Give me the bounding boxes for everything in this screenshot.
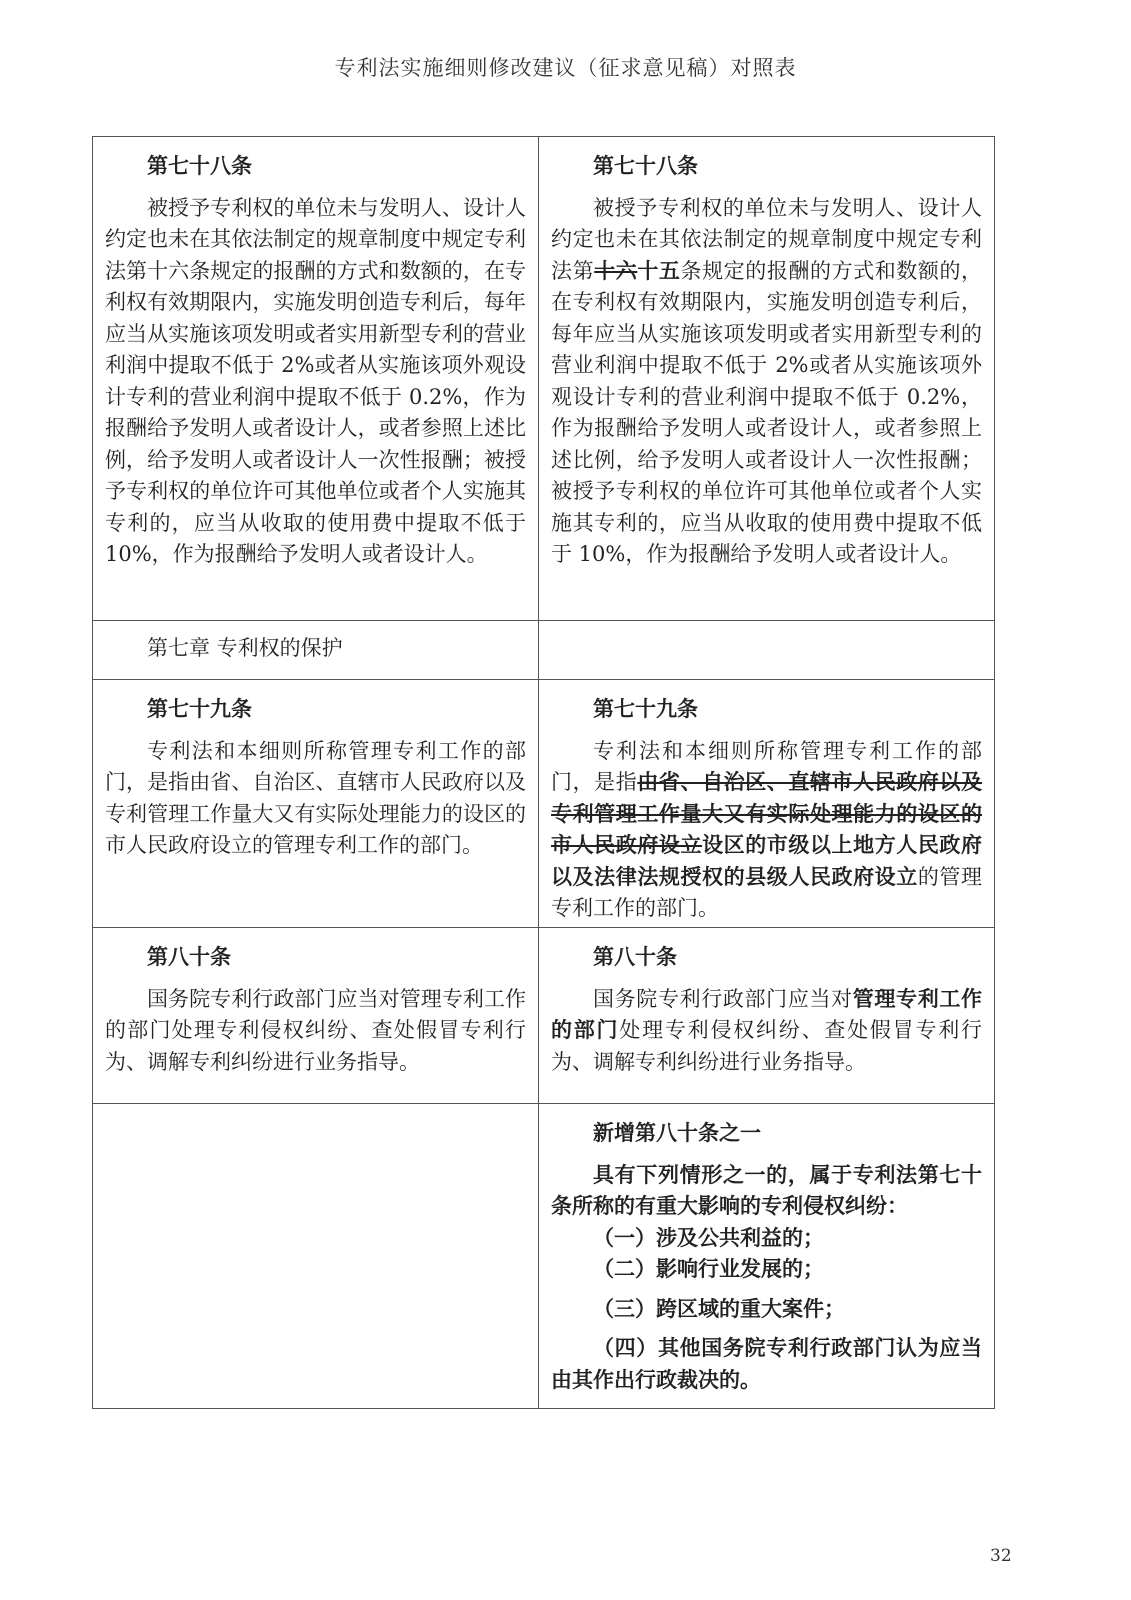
list-item: （三）跨区域的重大案件；: [593, 1296, 845, 1321]
table-row-article-80-1: [93, 1104, 995, 1409]
article-text: [551, 736, 982, 925]
inserted-text: 设区的市级以上地方人民政府以及法律法规授权的县级人民政府设立: [551, 833, 983, 889]
article-heading: 第八十条: [593, 945, 677, 969]
empty-cell: [93, 1104, 539, 1409]
article-text: [551, 984, 982, 1079]
chapter-cell: [93, 621, 539, 680]
article-heading: 第八十条: [147, 945, 231, 969]
emphasized-text: 管理专利工作的部门: [551, 986, 983, 1042]
text-segment: 被授予专利权的单位未与发明人、设计人约定也未在其依法制定的规章制度中规定专利法第: [551, 195, 982, 283]
article-heading: 第七十八条: [593, 154, 698, 178]
text-segment: 处理专利侵权纠纷、查处假冒专利行为、调解专利纠纷进行业务指导。: [551, 1018, 983, 1074]
text-segment: 专利法和本细则所称管理专利工作的部门，是指: [551, 738, 982, 794]
original-cell-79: [93, 680, 539, 928]
article-text: 被授予专利权的单位未与发明人、设计人约定也未在其依法制定的规章制度中规定专利法第十六条规定的报酬的方式和数额的，在专利权有效期限内，实施发明创造专利后，每年应当从实施该项发明或者实用新型专利的营业利润中提取不低于 2%或者从实施该项外观设计专利的营业利润中提取不低于 0.2%，作为报酬给予发明人或者设计人，或者参照上述比例，给予发明人或者设计人一次性报酬；被授予专利权的单位许可其他单位或者个人实施其专利的，应当从收取的使用费中提取不低于 10%，作为报酬给予发明人或者设计人。: [105, 195, 526, 566]
revised-cell-79: [539, 680, 995, 928]
article-heading: 第七十九条: [147, 697, 252, 721]
empty-cell: [539, 621, 995, 680]
table-row-chapter-7: [93, 621, 995, 680]
page-header-title: 专利法实施细则修改建议（征求意见稿）对照表: [334, 56, 797, 80]
page-number: 32: [990, 1546, 1012, 1566]
article-heading: 第七十九条: [593, 697, 698, 721]
article-heading: 第七十八条: [147, 154, 252, 178]
text-segment: 的管理专利工作的部门。: [551, 864, 983, 920]
list-item: （二）影响行业发展的；: [593, 1257, 824, 1281]
revised-cell-80: [539, 928, 995, 1104]
list-item: （四）其他国务院专利行政部门认为应当由其作出行政裁决的。: [551, 1336, 982, 1392]
original-cell-80: [93, 928, 539, 1104]
new-article-cell: [539, 1104, 995, 1409]
deleted-text: 十六: [594, 258, 638, 283]
revised-cell-78: [539, 137, 995, 621]
inserted-text: 十五: [637, 258, 681, 283]
table-row-article-78: [93, 137, 995, 621]
article-text: 专利法和本细则所称管理专利工作的部门，是指由省、自治区、直辖市人民政府以及专利管理工作量大又有实际处理能力的设区的市人民政府设立的管理专利工作的部门。: [105, 738, 526, 857]
list-item: （一）涉及公共利益的；: [593, 1225, 824, 1250]
text-segment: 国务院专利行政部门应当对: [593, 986, 853, 1011]
article-text: [551, 193, 982, 571]
article-heading: 新增第八十条之一: [593, 1121, 761, 1145]
text-segment: 条规定的报酬的方式和数额的，在专利权有效期限内，实施发明创造专利后，每年应当从实施该项发明或者实用新型专利的营业利润中提取不低于 2%或者从实施该项外观设计专利的营业利润中提取不低于 0.2%，作为报酬给予发明人或者设计人，或者参照上述比例，给予发明人或者设计人一次性报酬；被授予专利权的单位许可其他单位或者个人实施其专利的，应当从收取的使用费中提取不低于 10%，作为报酬给予发明人或者设计人。: [551, 258, 983, 566]
deleted-text: 由省、自治区、直辖市人民政府以及专利管理工作量大又有实际处理能力的设区的市人民政府设立: [551, 770, 983, 857]
article-text: 具有下列情形之一的，属于专利法第七十条所称的有重大影响的专利侵权纠纷：: [551, 1162, 982, 1218]
article-text: 国务院专利行政部门应当对管理专利工作的部门处理专利侵权纠纷、查处假冒专利行为、调解专利纠纷进行业务指导。: [105, 986, 526, 1074]
chapter-title: 第七章 专利权的保护: [147, 636, 343, 660]
original-cell-78: [93, 137, 539, 621]
comparison-table: [92, 136, 995, 1409]
table-row-article-79: [93, 680, 995, 928]
table-row-article-80: [93, 928, 995, 1104]
